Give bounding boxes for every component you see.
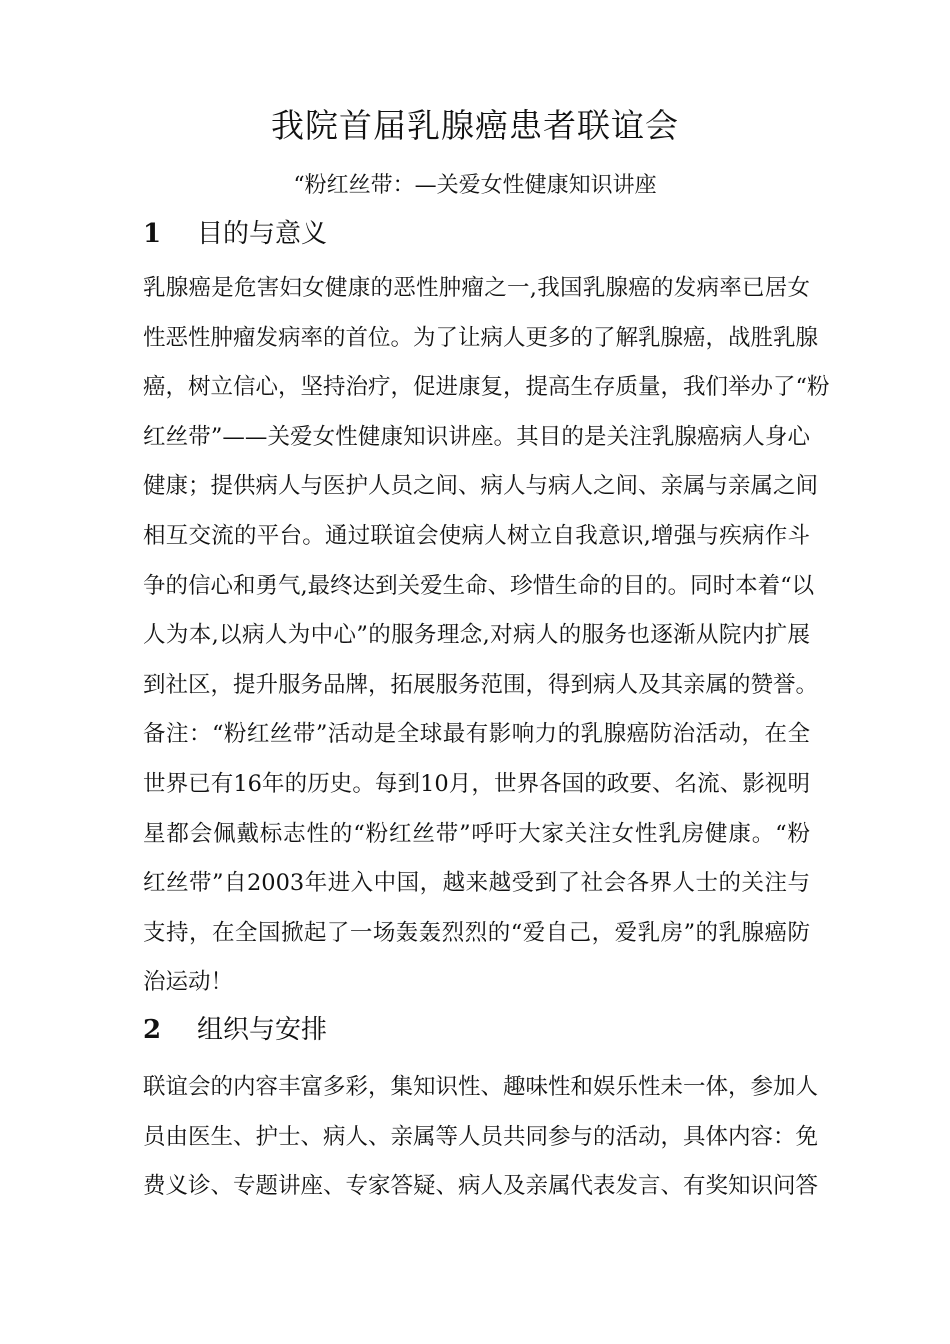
body-line: 相互交流的平台。通过联谊会使病人树立自我意识,增强与疾病作斗: [143, 522, 810, 549]
section-body-purpose: [143, 264, 830, 1008]
body-line: 费义诊、专题讲座、专家答疑、病人及亲属代表发言、有奖知识问答: [143, 1173, 819, 1200]
body-line: 癌，树立信心，坚持治疗，促进康复，提高生存质量，我们举办了“粉: [143, 374, 830, 401]
section-number: 1: [143, 219, 162, 249]
section-title: 组织与安排: [197, 1015, 328, 1045]
section-body-organization: [143, 1063, 819, 1212]
body-line: 治运动！: [143, 969, 234, 996]
section-number: 2: [143, 1015, 162, 1045]
body-line: 红丝带”——关爱女性健康知识讲座。其目的是关注乳腺癌病人身心: [143, 423, 810, 450]
body-line: 联谊会的内容丰富多彩，集知识性、趣味性和娱乐性未一体，参加人: [143, 1074, 819, 1100]
section-heading-purpose: [143, 217, 327, 251]
body-line: 世界已有16年的历史。每到10月，世界各国的政要、名流、影视明: [143, 770, 810, 797]
section-heading-organization: [143, 1013, 327, 1047]
body-line: 乳腺癌是危害妇女健康的恶性肿瘤之一,我国乳腺癌的发病率已居女: [143, 275, 810, 301]
body-line: 健康；提供病人与医护人员之间、病人与病人之间、亲属与亲属之间: [143, 473, 819, 500]
body-line: 备注：“粉红丝带”活动是全球最有影响力的乳腺癌防治活动，在全: [143, 721, 810, 748]
document-subtitle: “粉红丝带：—关爱女性健康知识讲座: [293, 173, 657, 198]
body-line: 红丝带”自2003年进入中国，越来越受到了社会各界人士的关注与: [143, 870, 810, 897]
body-line: 性恶性肿瘤发病率的首位。为了让病人更多的了解乳腺癌，战胜乳腺: [143, 324, 819, 351]
body-line: 到社区，提升服务品牌，拓展服务范围，得到病人及其亲属的赞誉。: [143, 671, 819, 698]
body-line: 星都会佩戴标志性的“粉红丝带”呼吁大家关注女性乳房健康。“粉: [143, 820, 810, 847]
body-line: 人为本,以病人为中心”的服务理念,对病人的服务也逐渐从院内扩展: [143, 622, 810, 649]
body-line: 员由医生、护士、病人、亲属等人员共同参与的活动，具体内容：免: [143, 1123, 819, 1150]
body-line: 争的信心和勇气,最终达到关爱生命、珍惜生命的目的。同时本着“以: [143, 572, 815, 599]
body-line: 支持，在全国掀起了一场轰轰烈烈的“爱自己，爱乳房”的乳腺癌防: [143, 919, 810, 946]
section-title: 目的与意义: [197, 219, 328, 249]
document-title: 我院首届乳腺癌患者联谊会: [271, 106, 679, 145]
